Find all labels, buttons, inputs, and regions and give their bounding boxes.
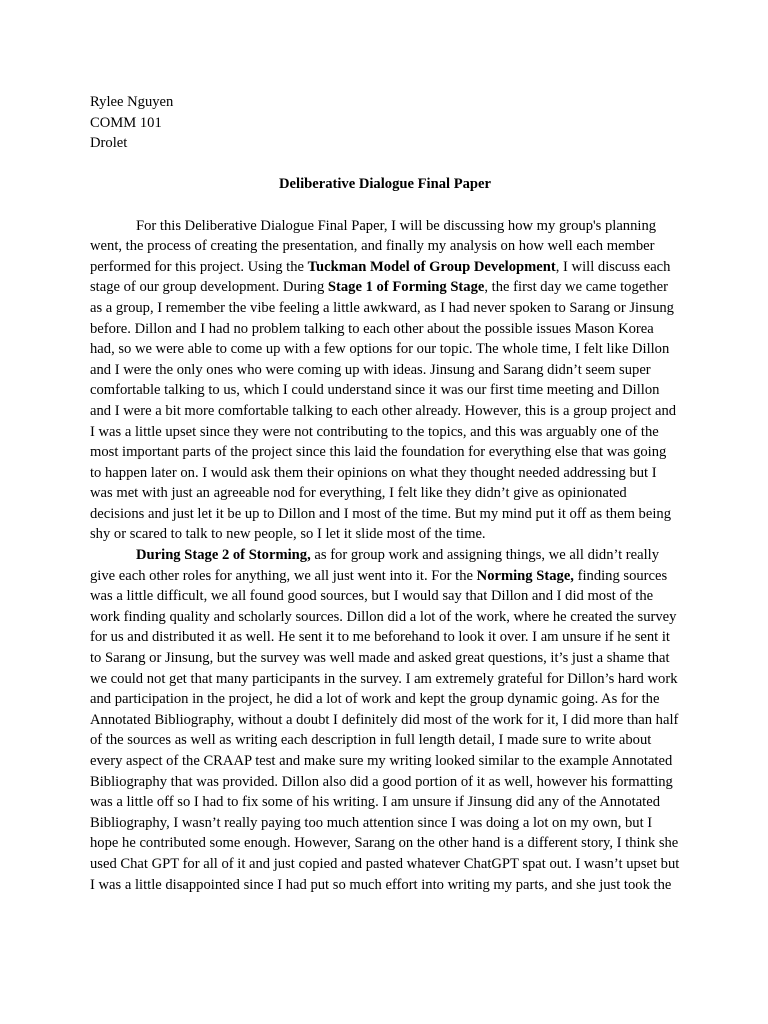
bold-term-norming-stage: Norming Stage, [476,567,574,584]
paragraph-text: as for group work and assigning things, we all didn’t really give each other roles for anything, we all just went into it. For the [90,547,660,584]
paragraph-text: , I will discuss each stage of our group development. During [90,258,671,296]
paragraph-text: , the first day we came together as a group, I remember the vibe feeling a little awkward, as I had never spoken to Sarang or Jinsung before. Dillon and I had no problem talking to each other about the possible issues Mason Korea had, so we were able to come up with a few options for our topic. The whole time, I felt like Dillon and I were the only ones who were coming up with ideas. Jinsung and Sarang didn’t seem super comfortable talking to us, which I could understand since it was our first time meeting and Dillon and I were a bit more comfortable talking to each other already. However, this is a group project and I was a little upset since they were not contributing to the topics, and this was arguably one of the most important parts of the project since this laid the foundation for everything else that was going to happen later on. I would ask them their opinions on what they thought needed addressing but I was met with just an agreeable nod for everything, I felt like they didn’t give as opinionated decisions and just let it be up to Dillon and I most of the time. But my mind put it off as them being shy or scared to talk to new people, so I let it slide most of the time. [90,279,677,543]
paragraph-storming-norming-stage [90,545,680,895]
paragraph-text: For this Deliberative Dialogue Final Paper, I will be discussing how my group's planning went, the process of creating the presentation, and finally my analysis on how well each member performed for this project. Using the [90,217,657,275]
instructor-name: Drolet [90,135,128,152]
bold-term-storming-stage: During Stage 2 of Storming, [136,547,311,564]
paragraph-forming-stage [90,216,680,546]
paper-title: Deliberative Dialogue Final Paper [279,176,491,193]
bold-term-forming-stage: Stage 1 of Forming Stage [327,279,485,296]
author-name: Rylee Nguyen [90,94,174,110]
paragraph-text: finding sources was a little difficult, we all found good sources, but I would say that Dillon and I did most of the work finding quality and scholarly sources. Dillon did a lot of the work, where he created the survey for us and distributed it as well. He sent it to me beforehand to look it over. I am unsure if he sent it to Sarang or Jinsung, but the survey was well made and asked great questions, it’s just a shame that we could not get that many participants in the survey. I am extremely grateful for Dillon’s hard work and participation in the project, he did a lot of work and kept the group dynamic going. As for the Annotated Bibliography, without a doubt I definitely did most of the work for it, I did more than half of the sources as well as writing each description in full length detail, I made sure to write about every aspect of the CRAAP test and make sure my writing looked similar to the example Annotated Bibliography that was provided. Dillon also did a good portion of it as well, however his formatting was a little off so I had to fix some of his writing. I am unsure if Jinsung did any of the Annotated Bibliography, I wasn’t really paying too much attention since I was doing a lot on my own, but I hope he contributed some enough. However, Sarang on the other hand is a different story, I think she used Chat GPT for all of it and just copied and pasted whatever ChatGPT spat out. I wasn’t upset but I was a little disappointed since I had put so much effort into writing my parts, and she just took the [90,567,680,893]
bold-term-tuckman-model: Tuckman Model of Group Development [307,258,556,275]
document-page [90,92,680,895]
course-code: COMM 101 [90,114,162,131]
